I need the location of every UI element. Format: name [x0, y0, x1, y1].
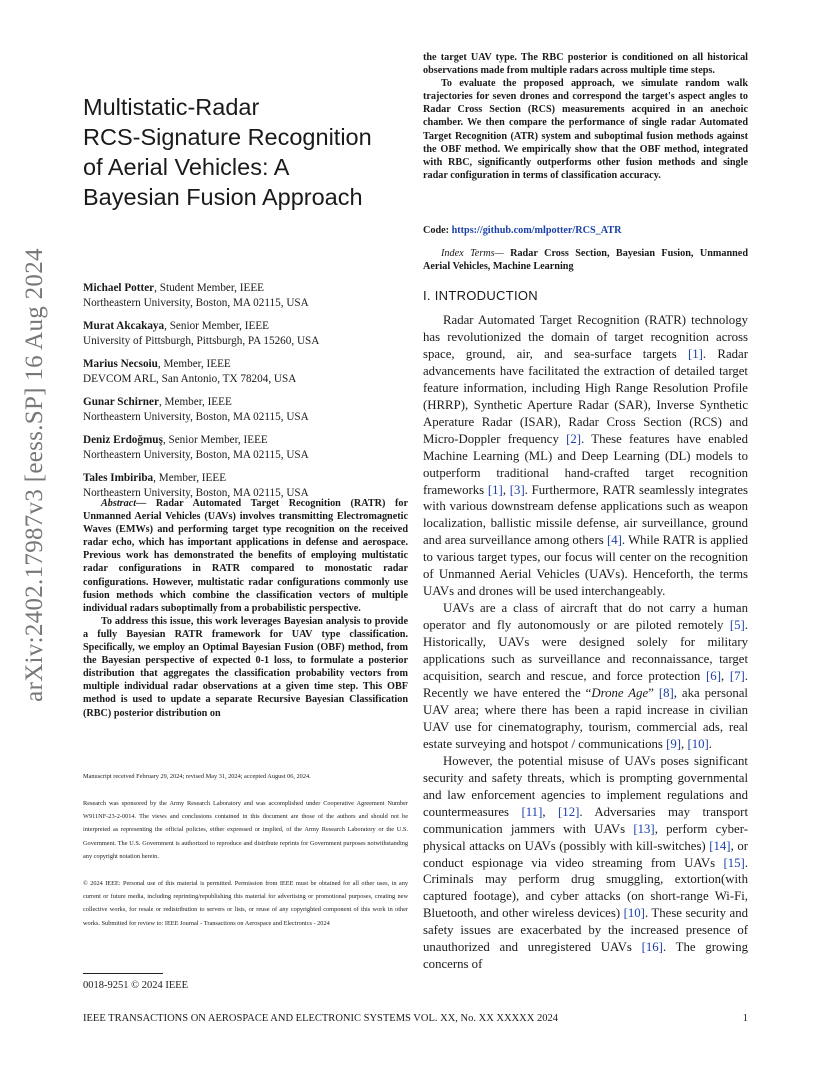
author-affiliation: Northeastern University, Boston, MA 02115, USA — [83, 410, 309, 423]
author-name: Tales Imbiriba — [83, 472, 154, 484]
intro-paragraph: However, the potential misuse of UAVs poses significant security and safety threats, which is prompting governmental and law enforcement agencies to implement regulations and countermeasures [11], [12]. Adversaries may transport communication jammers with UAVs [13], perform cyber-physical attacks on UAVs (possibly with kill-switches) [14], or conduct espionage via video streaming from UAVs [15]. Criminals may perform drug smuggling, extortion(with captured footage), and cyber attacks (on short-range Wi-Fi, Bluetooth, and other wireless devices) [10]. These security and safety issues are exacerbated by the increased presence of unauthorized and unregistered UAVs [16]. The growing concerns of — [423, 753, 748, 972]
author-affiliation: DEVCOM ARL, San Antonio, TX 78204, USA — [83, 372, 297, 385]
author-affiliation: Northeastern University, Boston, MA 02115, USA — [83, 486, 309, 499]
journal-name: IEEE TRANSACTIONS ON AEROSPACE AND ELECTRONIC SYSTEMS VOL. XX, No. XX XXXXX 2024 — [83, 1013, 558, 1024]
author-name: Murat Akcakaya — [83, 320, 165, 332]
section-heading: I. INTRODUCTION — [423, 288, 538, 303]
code-link[interactable]: https://github.com/mlpotter/RCS_ATR — [451, 225, 622, 236]
abstract-text: Radar Automated Target Recognition (RATR) for Unmanned Aerial Vehicles (UAVs) involves transmitting Electromagnetic Waves (EMWs) and performing target type recognition on the received radar echo, which has important applications in defense and aerospace. Previous work has demonstrated the benefits of employing multistatic radar configurations in RATR compared to monostatic radar configurations. However, multistatic radar configurations commonly use fusion methods which combine the classification vectors of multiple individual radars suboptimally from a probabilistic perspective. — [83, 498, 408, 614]
author-block — [83, 319, 413, 348]
footnote-received: Manuscript received February 29, 2024; revised May 31, 2024; accepted August 06, 2024. — [83, 773, 311, 780]
introduction-body — [423, 312, 748, 973]
author-block — [83, 281, 413, 310]
index-terms-text: Radar Cross Section, Bayesian Fusion, Unmanned Aerial Vehicles, Machine Learning — [423, 248, 748, 273]
citation-link[interactable]: [3] — [509, 482, 525, 497]
intro-paragraph: Radar Automated Target Recognition (RATR) technology has revolutionized the domain of target recognition across space, ground, air, and sea-surface targets [1]. Radar advancements have facilitated the extraction of detailed target feature information, including High Range Resolution Profile (HRRP), Synthetic Aperture Radar (SAR), Inverse Synthetic Aperature Radar (ISAR), Radar Cross Section (RCS) and Micro-Doppler frequency [2]. These features have enabled Machine Learning (ML) and Deep Learning (DL) models to outperform traditional hand-crafted target recognition frameworks [1], [3]. Furthermore, RATR seamlessly integrates with various downstream defense applications such as weapon localization, ballistic missile defense, air surveillance, ground and area surveillance among others [4]. While RATR is applied to various target types, our focus will center on the recognition of Unmanned Aerial Vehicles (UAVs). Henceforth, the terms UAVs and drones will be used interchangeably. — [423, 313, 749, 599]
abstract-paragraph: To evaluate the proposed approach, we simulate random walk trajectories for seven drones and correspond the target's aspect angles to Radar Cross Section (RCS) measurements acquired in an anechoic chamber. We then compare the performance of single radar Automated Target Recognition (ATR) system and suboptimal fusion methods against the OBF method. We empirically show that the OBF method, integrated with RBC, significantly outperforms other fusion methods and single radar configuration in terms of classification accuracy. — [423, 78, 748, 181]
footnote-copyright: © 2024 IEEE: Personal use of this material is permitted. Permission from IEEE must be obtained for all other uses, in any current or future media, including reprinting/republishing this material for advertising or promotional purposes, creating new collective works, for resale or redistribution to servers or lists, or reuse of any copyrighted component of this work in other works. Submitted for review to: IEEE Journal - Transactions on Aerospace and Electronics - 2024 — [83, 880, 408, 927]
citation-link[interactable]: [12] — [558, 804, 580, 819]
citation-link[interactable]: [11] — [521, 804, 543, 819]
code-label: Code: — [423, 225, 452, 236]
footnote-divider — [83, 973, 163, 974]
author-name: Deniz Erdoğmuş — [83, 434, 163, 446]
citation-link[interactable]: [4] — [606, 533, 622, 548]
author-affiliation: Northeastern University, Boston, MA 02115, USA — [83, 448, 309, 461]
author-name: Michael Potter — [83, 282, 155, 294]
footnote-sponsor: Research was sponsored by the Army Research Laboratory and was accomplished under Cooperative Agreement Number W911NF-23-2-0014. The views and conclusions contained in this document are those of the authors and should not be interpreted as representing the official policies, either expressed or implied, of the Army Research Laboratory or the U.S. Government. The U.S. Government is authorized to reproduce and distribute reprints for Government purposes notwithstanding any copyright notation herein. — [83, 800, 408, 860]
citation-link[interactable]: [2] — [566, 431, 582, 446]
code-line — [423, 225, 621, 236]
author-block — [83, 471, 413, 500]
arxiv-identifier: arXiv:2402.17987v3 [eess.SP] 16 Aug 2024 — [21, 248, 48, 702]
citation-link[interactable]: [15] — [723, 855, 745, 870]
author-block — [83, 433, 413, 462]
abstract-paragraph: the target UAV type. The RBC posterior is conditioned on all historical observations made from multiple radars across multiple time steps. — [423, 52, 748, 77]
author-role: , Member, IEEE — [157, 358, 231, 370]
author-block — [83, 357, 413, 386]
citation-link[interactable]: [1] — [688, 346, 703, 361]
abstract — [83, 497, 408, 720]
author-list — [83, 281, 413, 509]
author-name: Gunar Schirner — [83, 396, 159, 408]
citation-link[interactable]: [6] — [706, 669, 721, 684]
author-role: , Student Member, IEEE — [154, 282, 264, 294]
abstract-paragraph: To address this issue, this work leverages Bayesian analysis to provide a fully Bayesian RATR framework for UAV type classification. Specifically, we employ an Optimal Bayesian Fusion (OBF) method, from the Bayesian perspective of expected 0-1 loss, to formulate a posterior distribution that aggregates the classification probability vectors from multiple individual radar observations at a given time step. This OBF method is used to update a separate Recursive Bayesian Classification (RBC) posterior distribution on — [83, 615, 408, 719]
citation-link[interactable]: [5] — [729, 618, 745, 633]
paper-title — [83, 92, 413, 212]
citation-link[interactable]: [10] — [687, 736, 709, 751]
index-terms — [423, 247, 748, 273]
citation-link[interactable]: [16] — [641, 940, 663, 955]
author-role: , Senior Member, IEEE — [162, 434, 268, 446]
citation-link[interactable]: [8] — [658, 685, 674, 700]
title-line: of Aerial Vehicles: A — [83, 154, 290, 180]
citation-link[interactable]: [13] — [633, 821, 655, 836]
issn-line: 0018-9251 © 2024 IEEE — [83, 980, 189, 991]
author-block — [83, 395, 413, 424]
arxiv-sidebar — [15, 248, 55, 702]
page-number: 1 — [742, 1013, 748, 1024]
citation-link[interactable]: [1] — [487, 482, 503, 497]
author-affiliation: Northeastern University, Boston, MA 02115, USA — [83, 296, 309, 309]
author-name: Marius Necsoiu — [83, 358, 158, 370]
intro-paragraph: UAVs are a class of aircraft that do not carry a human operator and fly autonomously or are piloted remotely [5]. Historically, UAVs were designed solely for military applications such as surveillance and reconnaissance, target acquisition, search and rescue, and force protection [6], [7]. Recently we have entered the “Drone Age” [8], aka personal UAV area; where there has been a rapid increase in civilian UAV use for cinematography, tourism, commercial ads, real estate surveying and hotspot / communications [9], [10]. — [423, 601, 748, 751]
citation-link[interactable]: [14] — [709, 838, 731, 853]
abstract-paragraph — [83, 497, 408, 615]
title-line: Multistatic-Radar — [83, 94, 260, 120]
index-terms-lead: Index Terms— — [441, 248, 504, 259]
abstract-lead: Abstract— — [101, 498, 147, 509]
title-line: RCS-Signature Recognition — [83, 124, 372, 150]
abstract-continued — [423, 51, 748, 182]
citation-link[interactable]: [10] — [623, 906, 645, 921]
author-affiliation: University of Pittsburgh, Pittsburgh, PA 15260, USA — [83, 334, 320, 347]
author-role: , Senior Member, IEEE — [164, 320, 269, 332]
emphasis-text: Drone Age — [591, 685, 649, 700]
title-line: Bayesian Fusion Approach — [83, 184, 363, 210]
citation-link[interactable]: [7] — [729, 669, 745, 684]
author-role: , Member, IEEE — [153, 472, 227, 484]
author-role: , Member, IEEE — [158, 396, 232, 408]
citation-link[interactable]: [9] — [666, 736, 682, 751]
